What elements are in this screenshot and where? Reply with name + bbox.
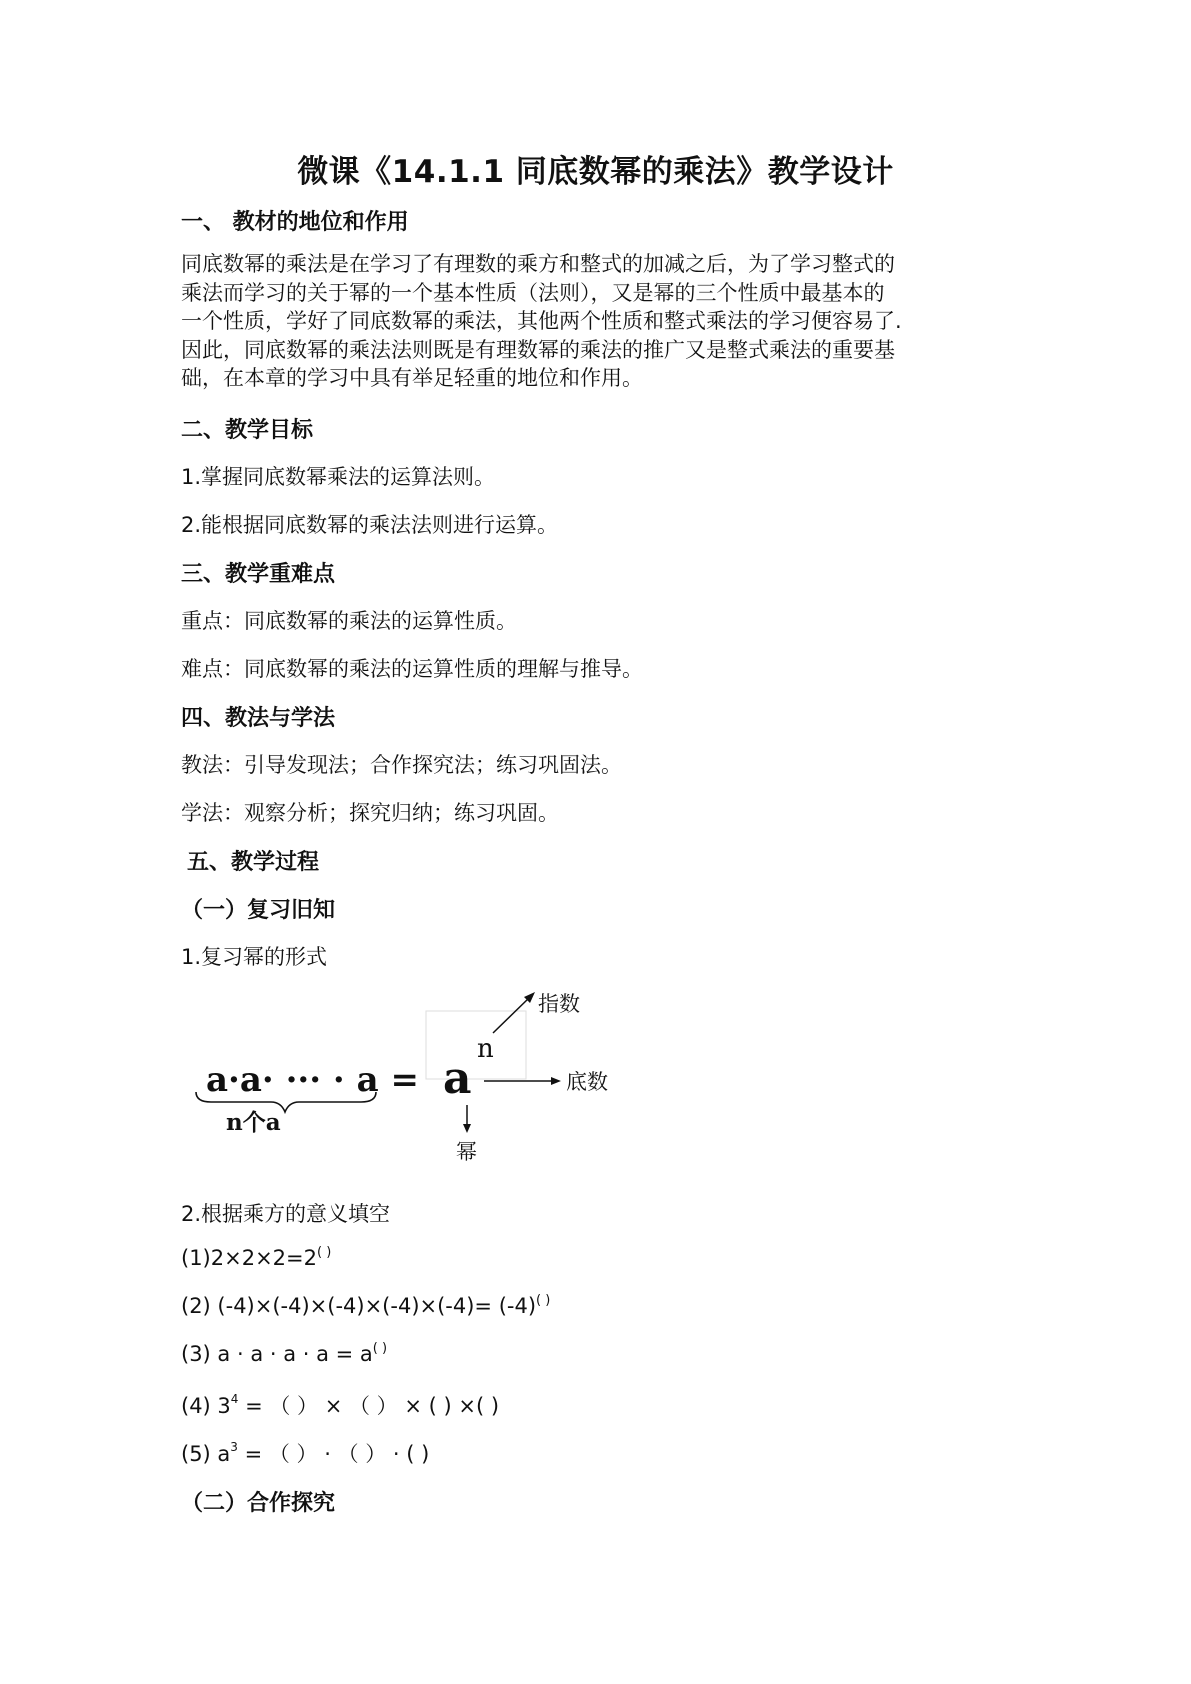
paragraph-line: 乘法而学习的关于幂的一个基本性质（法则），又是幂的三个性质中最基本的 bbox=[181, 280, 885, 305]
review-item-1: 1.复习幂的形式 bbox=[181, 945, 328, 969]
arrowhead bbox=[551, 1077, 561, 1085]
blank-superscript: ( ) bbox=[372, 1341, 388, 1356]
subsection-cooperative-inquiry: （二）合作探究 bbox=[181, 1491, 336, 1516]
count-label: n个a bbox=[226, 1109, 281, 1136]
teaching-method: 教法：引导发现法；合作探究法；练习巩固法。 bbox=[181, 753, 622, 777]
paragraph-line: 一个性质，学好了同底数幂的乘法，其他两个性质和整式乘法的学习便容易了. bbox=[181, 309, 902, 333]
exercise-text: (1)2×2×2=2 bbox=[181, 1246, 317, 1270]
section-heading-2: 二、教学目标 bbox=[181, 418, 314, 443]
blank-superscript: ( ) bbox=[316, 1245, 332, 1260]
base-label: 底数 bbox=[566, 1070, 608, 1094]
exercise-3 bbox=[181, 1342, 387, 1366]
exponent-superscript: 3 bbox=[230, 1440, 238, 1454]
exponent-label: 指数 bbox=[538, 992, 580, 1016]
exponent-arrow bbox=[493, 997, 530, 1033]
exercise-4 bbox=[181, 1390, 499, 1420]
exercise-text: (4) 3 bbox=[181, 1394, 231, 1418]
exercise-text: (2) (-4)×(-4)×(-4)×(-4)×(-4)= (-4) bbox=[181, 1294, 537, 1318]
section-heading-1: 一、 教材的地位和作用 bbox=[181, 210, 409, 235]
exercise-text: = （ ） · （ ） · ( ) bbox=[237, 1442, 430, 1466]
power-base: a bbox=[443, 1053, 472, 1104]
exercise-text: (5) a bbox=[181, 1442, 231, 1466]
page-title: 微课《14.1.1 同底数幂的乘法》教学设计 bbox=[297, 154, 894, 190]
power-form-diagram bbox=[181, 975, 641, 1175]
section-heading-4: 四、教法与学法 bbox=[181, 706, 336, 731]
exercise-2 bbox=[181, 1294, 550, 1318]
product-expression: a·a· ··· · a = bbox=[206, 1060, 419, 1100]
key-point: 重点：同底数幂的乘法的运算性质。 bbox=[181, 609, 517, 633]
difficult-point: 难点：同底数幂的乘法的运算性质的理解与推导。 bbox=[181, 657, 643, 681]
paragraph-line: 因此，同底数幂的乘法法则既是有理数幂的乘法的推广又是整式乘法的重要基 bbox=[181, 337, 895, 362]
power-exponent: n bbox=[477, 1034, 494, 1064]
power-box bbox=[426, 1011, 526, 1079]
exercise-5 bbox=[181, 1438, 429, 1468]
goal-item: 1.掌握同底数幂乘法的运算法则。 bbox=[181, 465, 496, 489]
exercise-text: = （ ） × （ ） × ( ) ×( ) bbox=[238, 1394, 500, 1418]
paragraph-line: 同底数幂的乘法是在学习了有理数的乘方和整式的加减之后，为了学习整式的 bbox=[181, 252, 895, 276]
learning-method: 学法：观察分析；探究归纳；练习巩固。 bbox=[181, 801, 559, 825]
section-heading-5: 五、教学过程 bbox=[187, 850, 320, 875]
exercise-text: (3) a · a · a · a = a bbox=[181, 1342, 373, 1366]
blank-superscript: ( ) bbox=[536, 1293, 551, 1308]
paragraph-line: 础，在本章的学习中具有举足轻重的地位和作用。 bbox=[181, 366, 643, 390]
arrowhead bbox=[463, 1124, 471, 1133]
section-heading-3: 三、教学重难点 bbox=[181, 562, 336, 587]
power-label: 幂 bbox=[456, 1140, 477, 1164]
review-item-2: 2.根据乘方的意义填空 bbox=[181, 1202, 391, 1226]
subsection-review: （一）复习旧知 bbox=[181, 898, 336, 923]
goal-item: 2.能根据同底数幂的乘法法则进行运算。 bbox=[181, 513, 559, 537]
paragraph-role-of-material bbox=[181, 250, 1021, 393]
exponent-superscript: 4 bbox=[230, 1392, 239, 1406]
exercise-1 bbox=[181, 1246, 331, 1270]
